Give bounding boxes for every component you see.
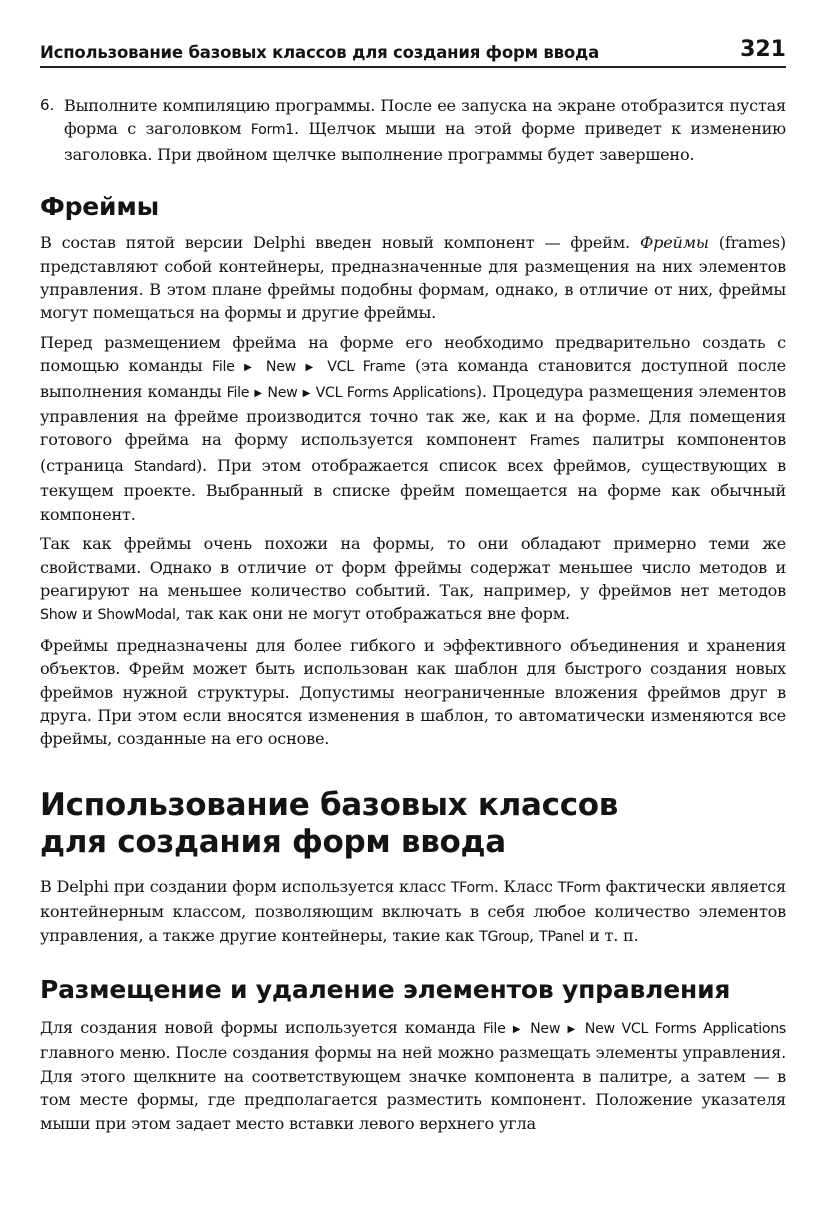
menu-path-item: File: [482, 1020, 506, 1037]
code-term: TForm: [557, 879, 601, 896]
emphasis-term: Фреймы: [639, 233, 709, 253]
heading-placement: Размещение и удаление элементов управления: [40, 974, 731, 1004]
list-item-number: 6.: [40, 96, 55, 114]
code-term: Frames: [529, 433, 580, 450]
code-term: TPanel: [539, 928, 585, 945]
menu-path-item: New: [530, 1020, 561, 1037]
menu-path-item: VCL Frame: [327, 359, 406, 376]
paragraph-frames-properties: Так как фреймы очень похожи на формы, то они обладают примерно теми же свойствами. Однако в отличие от форм фреймы содержат меньшее число методов и реагируют на меньшее количество событий. Так, например, у фреймов нет методов Show и ShowModal, так как они не могут отображаться вне форм.: [40, 534, 786, 624]
code-term: Show: [40, 607, 78, 624]
list-item-6: [40, 94, 786, 166]
list-item-text: Выполните компиляцию программы. После ее запуска на экране отобразится пустая форма с заголовком Form1. Щелчок мыши на этой форме приведет к изменению заголовка. При двойном щелчке выполнение программы будет завершено.: [64, 96, 786, 164]
triangle-right-icon: ▶: [244, 362, 257, 374]
triangle-right-icon: ▶: [567, 1023, 578, 1035]
menu-path-item: File: [226, 384, 250, 401]
menu-path-item: New VCL Forms Applications: [584, 1020, 787, 1037]
paragraph-frames-intro: В состав пятой версии Delphi введен новый компонент — фрейм. Фреймы (frames) представляют собой контейнеры, предназначенные для размещения на них элементов управления. В этом плане фреймы подобны формам, однако, в отличие от них, фреймы могут помещаться на формы и другие фреймы.: [40, 233, 786, 323]
triangle-right-icon: ▶: [254, 387, 263, 399]
code-term: Standard: [133, 458, 197, 475]
menu-path-item: New: [265, 359, 296, 376]
code-term: TForm: [450, 879, 494, 896]
page-number: 321: [740, 37, 786, 62]
triangle-right-icon: ▶: [305, 362, 318, 374]
menu-path-item: New: [267, 384, 298, 401]
running-header-title: Использование базовых классов для создания форм ввода: [40, 43, 600, 62]
paragraph-frames-create: Перед размещением фрейма на форме его необходимо предварительно создать с помощью команды File ▶ New ▶ VCL Frame (эта команда становится доступной после выполнения команды File ▶ New ▶ VCL Forms Applications). Процедура размещения элементов управления на фрейме производится точно так же, как и на форме. Для помещения готового фрейма на форму используется компонент Frames палитры компонентов (страница Standard). При этом отображается список всех фреймов, существующих в текущем проекте. Выбранный в списке фрейм помещается на форме как обычный компонент.: [40, 332, 787, 524]
paragraph-frames-purpose: Фреймы предназначены для более гибкого и эффективного объединения и хранения объектов. Фрейм может быть использован как шаблон для быстрого создания новых фреймов нужной структуры. Допустимы неограниченные вложения фреймов друг в друга. При этом если вносятся изменения в шаблон, то автоматически изменяются все фреймы, созданные на его основе.: [40, 635, 786, 749]
triangle-right-icon: ▶: [512, 1023, 523, 1035]
code-term: TGroup: [479, 928, 530, 945]
running-header: [40, 34, 786, 68]
triangle-right-icon: ▶: [302, 387, 311, 399]
menu-path-item: VCL Forms Applications: [315, 384, 476, 401]
code-term: ShowModal: [97, 607, 176, 624]
paragraph-placement: Для создания новой формы используется команда File ▶ New ▶ New VCL Forms Applications главного меню. После создания формы на ней можно размещать элементы управления. Для этого щелкните на соответствующем значке компонента в палитре, а затем — в том месте формы, где предполагается разместить компонент. Положение указателя мыши при этом задает место вставки левого верхнего угла: [40, 1017, 787, 1133]
heading-base-classes: Использование базовых классов для создания форм ввода: [40, 786, 619, 860]
menu-path-item: File: [212, 359, 235, 376]
heading-frames: Фреймы: [40, 192, 160, 222]
paragraph-tform: В Delphi при создании форм используется класс TForm. Класс TForm фактически является контейнерным классом, позволяющим включать в себя любое количество элементов управления, а также другие контейнеры, такие как TGroup, TPanel и т. п.: [40, 876, 786, 945]
book-page: [40, 34, 786, 1135]
code-term: Form1: [250, 122, 295, 139]
